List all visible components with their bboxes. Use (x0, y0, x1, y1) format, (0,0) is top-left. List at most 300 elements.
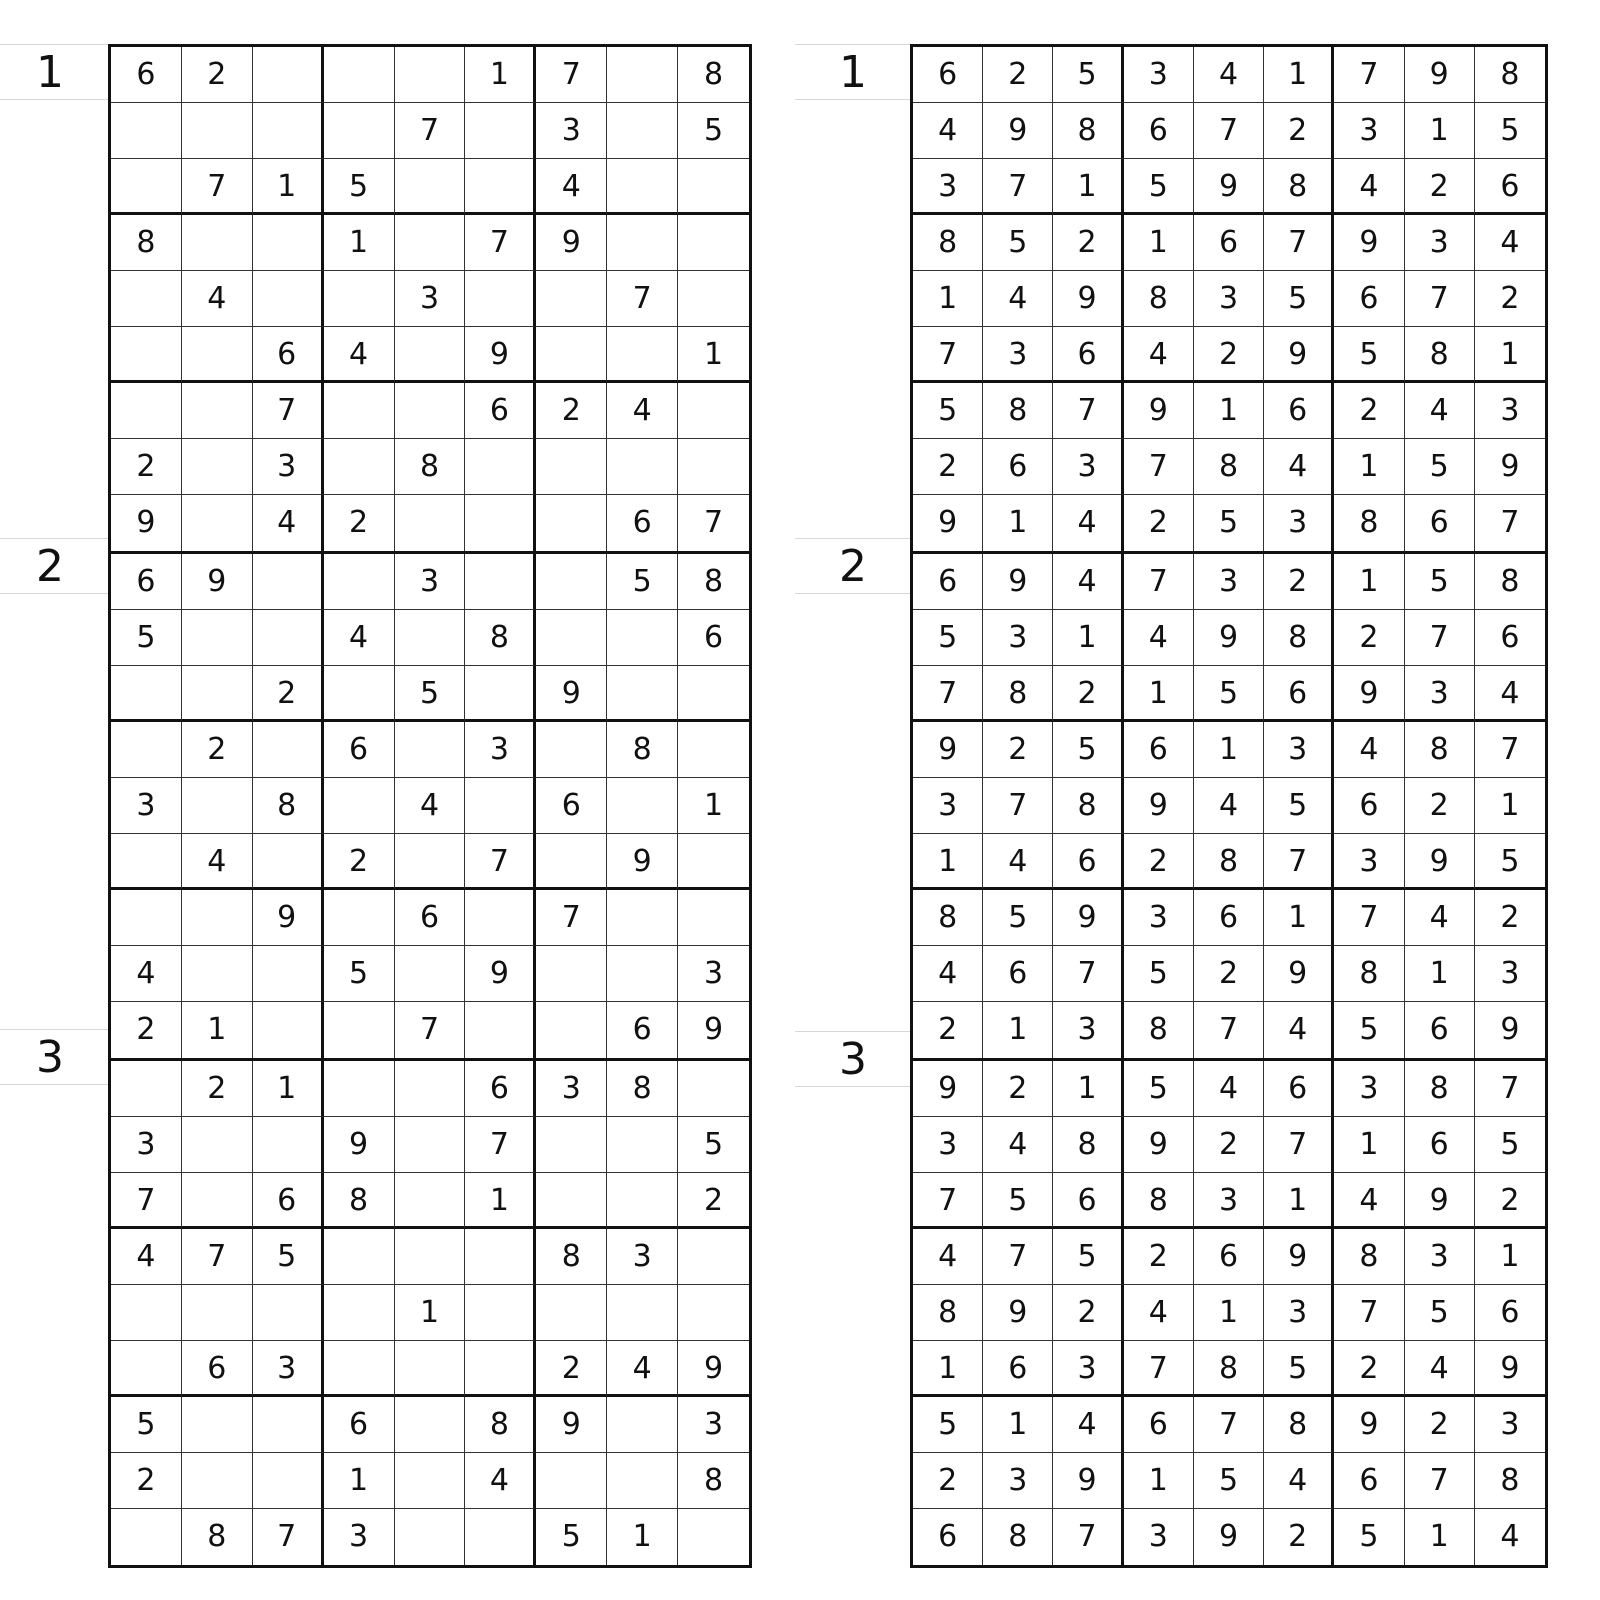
puzzle-cell[interactable] (111, 103, 182, 159)
puzzle-cell[interactable]: 5 (324, 159, 395, 215)
puzzle-cell[interactable]: 7 (253, 1509, 324, 1565)
puzzle-cell[interactable]: 8 (536, 1229, 607, 1285)
puzzle-cell[interactable] (182, 1173, 253, 1229)
puzzle-cell[interactable] (395, 1509, 466, 1565)
puzzle-cell[interactable]: 7 (111, 1173, 182, 1229)
puzzle-cell[interactable]: 2 (536, 383, 607, 439)
solution-cell: 7 (983, 1229, 1053, 1285)
puzzle-cell[interactable]: 2 (324, 834, 395, 890)
puzzle-cell[interactable]: 1 (253, 1061, 324, 1117)
solution-cell: 3 (1334, 834, 1404, 890)
puzzle-cell[interactable]: 3 (111, 778, 182, 834)
puzzle-cell[interactable]: 6 (253, 1173, 324, 1229)
puzzle-cell[interactable] (324, 1229, 395, 1285)
puzzle-cell[interactable] (536, 1453, 607, 1509)
solution-cell: 2 (1053, 1285, 1123, 1341)
puzzle-cell[interactable]: 8 (607, 1061, 678, 1117)
puzzle-cell[interactable]: 7 (536, 47, 607, 103)
puzzle-cell[interactable]: 9 (678, 1341, 749, 1397)
puzzle-cell[interactable] (111, 271, 182, 327)
puzzle-cell[interactable]: 5 (678, 103, 749, 159)
puzzle-cell[interactable] (253, 1453, 324, 1509)
solution-cell: 3 (1475, 1397, 1545, 1453)
puzzle-cell[interactable] (465, 554, 536, 610)
puzzle-cell[interactable] (324, 103, 395, 159)
puzzle-cell[interactable]: 1 (465, 1173, 536, 1229)
puzzle-cell[interactable] (465, 495, 536, 551)
solution-cell: 9 (913, 495, 983, 551)
sudoku-solution-1 (913, 47, 1545, 554)
puzzle-cell[interactable] (678, 722, 749, 778)
puzzle-cell[interactable]: 1 (182, 1002, 253, 1058)
puzzle-cell[interactable]: 8 (678, 1453, 749, 1509)
puzzle-cell[interactable]: 2 (182, 722, 253, 778)
puzzle-cell[interactable]: 6 (678, 610, 749, 666)
puzzle-cell[interactable] (678, 1285, 749, 1341)
puzzle-cell[interactable] (182, 946, 253, 1002)
puzzle-cell[interactable] (182, 778, 253, 834)
solution-cell: 2 (1334, 383, 1404, 439)
puzzle-cell[interactable]: 1 (465, 47, 536, 103)
puzzle-cell[interactable] (324, 271, 395, 327)
puzzle-cell[interactable]: 5 (111, 1397, 182, 1453)
puzzle-cell[interactable] (607, 327, 678, 383)
puzzle-cell[interactable] (253, 722, 324, 778)
puzzle-cell[interactable]: 6 (395, 890, 466, 946)
puzzle-cell[interactable] (182, 439, 253, 495)
puzzle-cell[interactable] (536, 439, 607, 495)
solution-cell: 3 (1334, 1061, 1404, 1117)
puzzle-cell[interactable] (395, 1061, 466, 1117)
solution-cell: 8 (1053, 778, 1123, 834)
puzzle-cell[interactable] (111, 834, 182, 890)
puzzle-cell[interactable]: 8 (465, 1397, 536, 1453)
puzzle-cell[interactable] (253, 1002, 324, 1058)
puzzle-cell[interactable] (395, 722, 466, 778)
puzzle-cell[interactable]: 3 (324, 1509, 395, 1565)
solution-cell: 7 (1264, 1117, 1334, 1173)
puzzle-cell[interactable]: 3 (536, 103, 607, 159)
puzzle-cell[interactable]: 8 (111, 215, 182, 271)
puzzle-cell[interactable] (678, 1509, 749, 1565)
puzzle-cell[interactable]: 3 (607, 1229, 678, 1285)
puzzle-cell[interactable]: 7 (465, 834, 536, 890)
puzzle-cell[interactable]: 5 (536, 1509, 607, 1565)
puzzle-cell[interactable] (253, 271, 324, 327)
puzzle-cell[interactable] (607, 890, 678, 946)
puzzle-cell[interactable] (395, 47, 466, 103)
puzzle-cell[interactable]: 1 (324, 1453, 395, 1509)
solution-cell: 9 (1500, 1012, 1520, 1047)
puzzle-cell[interactable] (395, 946, 466, 1002)
puzzle-cell[interactable]: 6 (465, 383, 536, 439)
puzzle-cell[interactable] (111, 1509, 182, 1565)
puzzle-cell[interactable] (182, 383, 253, 439)
solution-cell: 8 (913, 1285, 983, 1341)
solution-cell: 2 (1405, 778, 1475, 834)
puzzle-cell[interactable] (465, 1341, 536, 1397)
puzzle-cell[interactable] (678, 834, 749, 890)
puzzle-cell[interactable] (253, 215, 324, 271)
solution-cell: 3 (913, 159, 983, 215)
puzzle-cell[interactable] (395, 495, 466, 551)
solution-cell: 9 (1194, 1509, 1264, 1565)
solution-cell: 4 (1475, 215, 1545, 271)
puzzle-cell[interactable] (678, 159, 749, 215)
puzzle-cell[interactable]: 6 (111, 554, 182, 610)
puzzle-cell[interactable]: 9 (704, 1012, 724, 1047)
puzzle-cell[interactable]: 6 (324, 722, 395, 778)
puzzle-cell[interactable] (324, 666, 395, 722)
puzzle-cell[interactable]: 3 (253, 1341, 324, 1397)
puzzle-cell[interactable]: 9 (465, 946, 536, 1002)
solution-cell: 3 (1264, 722, 1334, 778)
puzzle-cell[interactable] (182, 1285, 253, 1341)
puzzle-cell[interactable] (324, 1002, 395, 1058)
puzzle-cell[interactable]: 6 (536, 778, 607, 834)
puzzle-cell[interactable] (182, 666, 253, 722)
puzzle-cell[interactable]: 9 (253, 890, 324, 946)
puzzle-cell[interactable]: 7 (607, 271, 678, 327)
puzzle-cell[interactable] (395, 1173, 466, 1229)
puzzle-cell[interactable] (324, 1285, 395, 1341)
puzzle-cell[interactable]: 5 (253, 1229, 324, 1285)
puzzle-cell[interactable] (111, 383, 182, 439)
solution-cell: 6 (913, 47, 983, 103)
puzzle-cell[interactable]: 1 (324, 215, 395, 271)
solution-cell: 6 (913, 1509, 983, 1565)
puzzle-cell[interactable] (324, 383, 395, 439)
puzzle-cell[interactable] (607, 778, 678, 834)
puzzle-cell[interactable] (465, 666, 536, 722)
puzzle-cell[interactable]: 8 (678, 554, 749, 610)
puzzle-cell[interactable] (182, 1453, 253, 1509)
solution-cell: 2 (1264, 554, 1334, 610)
puzzle-cell[interactable] (536, 271, 607, 327)
puzzle-cell[interactable] (678, 383, 749, 439)
puzzle-cell[interactable]: 4 (182, 834, 253, 890)
puzzle-cell[interactable]: 2 (678, 1173, 749, 1229)
solution-cell: 9 (1194, 610, 1264, 666)
puzzle-cell[interactable]: 2 (253, 666, 324, 722)
puzzle-cell[interactable]: 2 (111, 1002, 182, 1058)
puzzle-cell[interactable] (678, 271, 749, 327)
puzzle-cell[interactable] (182, 610, 253, 666)
puzzle-cell[interactable] (253, 834, 324, 890)
puzzle-cell[interactable] (607, 1173, 678, 1229)
puzzle-cell[interactable] (536, 327, 607, 383)
puzzle-cell[interactable]: 7 (465, 1117, 536, 1173)
puzzle-cell[interactable]: 9 (324, 1117, 395, 1173)
puzzle-cell[interactable] (678, 439, 749, 495)
puzzle-cell[interactable] (465, 1229, 536, 1285)
solution-cell: 8 (1264, 159, 1334, 215)
puzzle-cell[interactable] (395, 159, 466, 215)
puzzle-cell[interactable]: 4 (536, 159, 607, 215)
solution-cell: 2 (913, 439, 983, 495)
puzzle-cell[interactable] (395, 327, 466, 383)
puzzle-cell[interactable] (607, 215, 678, 271)
puzzle-cell[interactable] (395, 1397, 466, 1453)
solution-cell: 5 (1475, 1117, 1545, 1173)
solution-cell: 1 (1475, 778, 1545, 834)
puzzle-cell[interactable] (536, 946, 607, 1002)
puzzle-cell[interactable]: 2 (182, 47, 253, 103)
puzzle-cell[interactable] (253, 1285, 324, 1341)
puzzle-cell[interactable] (111, 890, 182, 946)
puzzle-cell[interactable]: 1 (678, 778, 749, 834)
puzzle-cell[interactable]: 8 (324, 1173, 395, 1229)
puzzle-cell[interactable]: 9 (536, 215, 607, 271)
puzzle-cell[interactable]: 4 (395, 778, 466, 834)
solution-cell: 7 (1500, 505, 1520, 540)
puzzle-cell[interactable] (607, 47, 678, 103)
puzzle-cell[interactable]: 8 (395, 439, 466, 495)
solution-cell: 7 (1194, 103, 1264, 159)
solution-cell: 6 (1053, 834, 1123, 890)
puzzle-cell[interactable] (253, 1117, 324, 1173)
puzzle-cell[interactable] (324, 778, 395, 834)
solution-cell: 1 (1124, 215, 1194, 271)
puzzle-cell[interactable] (678, 666, 749, 722)
puzzle-cell[interactable] (253, 1397, 324, 1453)
solution-cell: 6 (1124, 722, 1194, 778)
puzzle-cell[interactable]: 5 (607, 554, 678, 610)
puzzle-cell[interactable] (678, 1229, 749, 1285)
puzzle-cell[interactable] (324, 554, 395, 610)
puzzle-cell[interactable] (111, 1285, 182, 1341)
puzzle-cell[interactable] (324, 47, 395, 103)
puzzle-cell[interactable] (395, 1341, 466, 1397)
puzzle-cell[interactable]: 3 (465, 722, 536, 778)
puzzle-cell[interactable] (465, 103, 536, 159)
puzzle-cell[interactable] (607, 666, 678, 722)
puzzle-cell[interactable] (465, 439, 536, 495)
puzzle-cell[interactable]: 6 (324, 1397, 395, 1453)
puzzle-cell[interactable]: 7 (536, 890, 607, 946)
puzzle-cell[interactable] (111, 159, 182, 215)
solution-cell: 1 (1264, 1173, 1334, 1229)
puzzle-cell[interactable]: 2 (182, 1061, 253, 1117)
puzzle-cell[interactable] (395, 383, 466, 439)
puzzle-cell[interactable] (395, 1453, 466, 1509)
solution-cell: 6 (1053, 1173, 1123, 1229)
puzzle-cell[interactable] (536, 495, 607, 551)
solution-cell: 5 (1475, 834, 1545, 890)
puzzle-cell[interactable] (324, 439, 395, 495)
solution-cell: 4 (1500, 1519, 1520, 1554)
puzzle-cell[interactable] (111, 1061, 182, 1117)
puzzle-cell[interactable] (536, 1285, 607, 1341)
puzzle-cell[interactable]: 7 (182, 1229, 253, 1285)
puzzle-cell[interactable]: 8 (607, 722, 678, 778)
puzzle-cell[interactable] (253, 610, 324, 666)
solution-cell: 7 (1264, 215, 1334, 271)
solution-cell: 5 (1124, 1061, 1194, 1117)
puzzle-cell[interactable]: 9 (536, 1397, 607, 1453)
puzzle-cell[interactable] (253, 554, 324, 610)
puzzle-cell[interactable] (607, 159, 678, 215)
puzzle-cell[interactable]: 4 (111, 946, 182, 1002)
puzzle-cell[interactable] (536, 1117, 607, 1173)
puzzle-cell[interactable] (536, 722, 607, 778)
solution-cell: 5 (1334, 327, 1404, 383)
puzzle-cell[interactable] (465, 778, 536, 834)
puzzle-cell[interactable] (324, 1061, 395, 1117)
puzzle-cell[interactable]: 2 (111, 1453, 182, 1509)
puzzle-cell[interactable] (395, 1229, 466, 1285)
solution-cell: 4 (1053, 554, 1123, 610)
puzzle-cell[interactable]: 3 (536, 1061, 607, 1117)
solution-cell: 5 (913, 1397, 983, 1453)
puzzle-cell[interactable]: 3 (395, 554, 466, 610)
puzzle-cell[interactable]: 8 (182, 1509, 253, 1565)
puzzle-cell[interactable]: 6 (607, 495, 678, 551)
puzzle-cell[interactable] (607, 103, 678, 159)
puzzle-cell[interactable]: 2 (111, 439, 182, 495)
solution-cell: 7 (1053, 383, 1123, 439)
puzzle-cell[interactable] (678, 215, 749, 271)
puzzle-cell[interactable]: 1 (607, 1509, 678, 1565)
solution-cell: 4 (1334, 722, 1404, 778)
puzzle-cell[interactable] (607, 1397, 678, 1453)
solution-cell: 9 (1475, 1341, 1545, 1397)
puzzle-cell[interactable] (111, 1341, 182, 1397)
puzzle-cell[interactable] (182, 215, 253, 271)
puzzle-cell[interactable] (111, 327, 182, 383)
solution-cell: 2 (913, 1453, 983, 1509)
solution-cell: 2 (1405, 159, 1475, 215)
puzzle-cell[interactable] (465, 271, 536, 327)
puzzle-cell[interactable] (465, 1002, 536, 1058)
puzzle-cell[interactable]: 9 (536, 666, 607, 722)
puzzle-cell[interactable]: 3 (678, 1397, 749, 1453)
sudoku-puzzle-3 (111, 1061, 749, 1565)
puzzle-cell[interactable]: 5 (324, 946, 395, 1002)
puzzle-cell[interactable] (253, 47, 324, 103)
puzzle-cell[interactable]: 4 (465, 1453, 536, 1509)
puzzle-cell[interactable] (182, 495, 253, 551)
puzzle-cell[interactable]: 8 (465, 610, 536, 666)
puzzle-cell[interactable] (607, 1453, 678, 1509)
puzzle-cell[interactable] (607, 610, 678, 666)
puzzle-cell[interactable] (253, 946, 324, 1002)
puzzle-cell[interactable]: 9 (607, 834, 678, 890)
puzzle-cell[interactable]: 3 (678, 946, 749, 1002)
puzzle-cell[interactable] (536, 1173, 607, 1229)
puzzle-cell[interactable]: 4 (182, 271, 253, 327)
solution-cell: 9 (913, 1061, 983, 1117)
puzzle-cell[interactable] (182, 327, 253, 383)
puzzle-cell[interactable]: 9 (111, 495, 182, 551)
puzzle-cell[interactable]: 9 (465, 327, 536, 383)
puzzle-cell[interactable]: 9 (182, 554, 253, 610)
puzzle-cell[interactable] (678, 1061, 749, 1117)
puzzle-cell[interactable]: 4 (111, 1229, 182, 1285)
solution-cell: 5 (1053, 47, 1123, 103)
solution-cell: 7 (1264, 834, 1334, 890)
puzzle-cell[interactable]: 8 (678, 47, 749, 103)
puzzle-cell[interactable] (607, 1117, 678, 1173)
puzzle-cell[interactable] (607, 439, 678, 495)
puzzle-cell[interactable] (465, 890, 536, 946)
puzzle-cell[interactable] (324, 890, 395, 946)
puzzle-cell[interactable]: 5 (111, 610, 182, 666)
puzzle-cell[interactable] (607, 1285, 678, 1341)
solution-cell: 8 (1264, 1397, 1334, 1453)
puzzle-cell[interactable]: 4 (607, 383, 678, 439)
puzzle-cell[interactable]: 6 (607, 1002, 678, 1058)
puzzle-cell[interactable]: 1 (253, 159, 324, 215)
puzzle-cell[interactable] (324, 1341, 395, 1397)
puzzle-cell[interactable]: 7 (395, 103, 466, 159)
puzzle-cell[interactable] (607, 946, 678, 1002)
puzzle-cell[interactable]: 7 (182, 159, 253, 215)
solution-cell: 8 (1194, 834, 1264, 890)
puzzle-cell[interactable]: 3 (395, 271, 466, 327)
puzzle-cell[interactable] (536, 610, 607, 666)
puzzle-cell[interactable]: 4 (253, 495, 324, 551)
puzzle-cell[interactable]: 5 (678, 1117, 749, 1173)
puzzle-cell[interactable] (395, 215, 466, 271)
puzzle-cell[interactable]: 7 (395, 1002, 466, 1058)
puzzle-cell[interactable]: 7 (253, 383, 324, 439)
solution-cell: 3 (1124, 1509, 1194, 1565)
puzzle-cell[interactable]: 4 (324, 327, 395, 383)
puzzle-cell[interactable]: 6 (182, 1341, 253, 1397)
puzzle-cell[interactable] (253, 103, 324, 159)
puzzle-cell[interactable] (182, 103, 253, 159)
puzzle-cell[interactable]: 2 (324, 495, 395, 551)
puzzle-cell[interactable]: 1 (678, 327, 749, 383)
puzzle-cell[interactable] (678, 890, 749, 946)
puzzle-cell[interactable] (536, 554, 607, 610)
puzzle-cell[interactable]: 6 (253, 327, 324, 383)
puzzle-cell[interactable]: 1 (395, 1285, 466, 1341)
puzzle-cell[interactable] (111, 722, 182, 778)
puzzle-cell[interactable] (182, 1397, 253, 1453)
puzzle-cell[interactable] (182, 890, 253, 946)
solution-cell: 3 (1053, 439, 1123, 495)
puzzle-cell[interactable] (536, 1002, 607, 1058)
puzzle-cell[interactable]: 3 (111, 1117, 182, 1173)
solution-cell: 6 (1405, 1117, 1475, 1173)
puzzle-cell[interactable]: 7 (465, 215, 536, 271)
puzzle-cell[interactable] (395, 1117, 466, 1173)
puzzle-cell[interactable] (465, 1509, 536, 1565)
puzzle-cell[interactable] (536, 834, 607, 890)
puzzle-cell[interactable]: 6 (465, 1061, 536, 1117)
puzzle-cell[interactable]: 7 (704, 505, 724, 540)
solution-cell: 4 (1194, 778, 1264, 834)
puzzle-cell[interactable]: 4 (324, 610, 395, 666)
puzzle-cell[interactable] (465, 159, 536, 215)
solution-cell: 5 (983, 215, 1053, 271)
puzzle-cell[interactable] (465, 1285, 536, 1341)
puzzle-cell[interactable]: 6 (111, 47, 182, 103)
solution-cell: 2 (1124, 1229, 1194, 1285)
puzzle-cell[interactable] (395, 834, 466, 890)
puzzle-cell[interactable]: 4 (607, 1341, 678, 1397)
puzzle-cell[interactable]: 3 (253, 439, 324, 495)
solution-cell: 4 (1124, 327, 1194, 383)
puzzle-cell[interactable] (395, 610, 466, 666)
puzzle-cell[interactable]: 5 (395, 666, 466, 722)
puzzle-cell[interactable]: 2 (536, 1341, 607, 1397)
puzzle-cell[interactable] (111, 666, 182, 722)
puzzle-cell[interactable]: 8 (253, 778, 324, 834)
puzzle-cell[interactable] (182, 1117, 253, 1173)
